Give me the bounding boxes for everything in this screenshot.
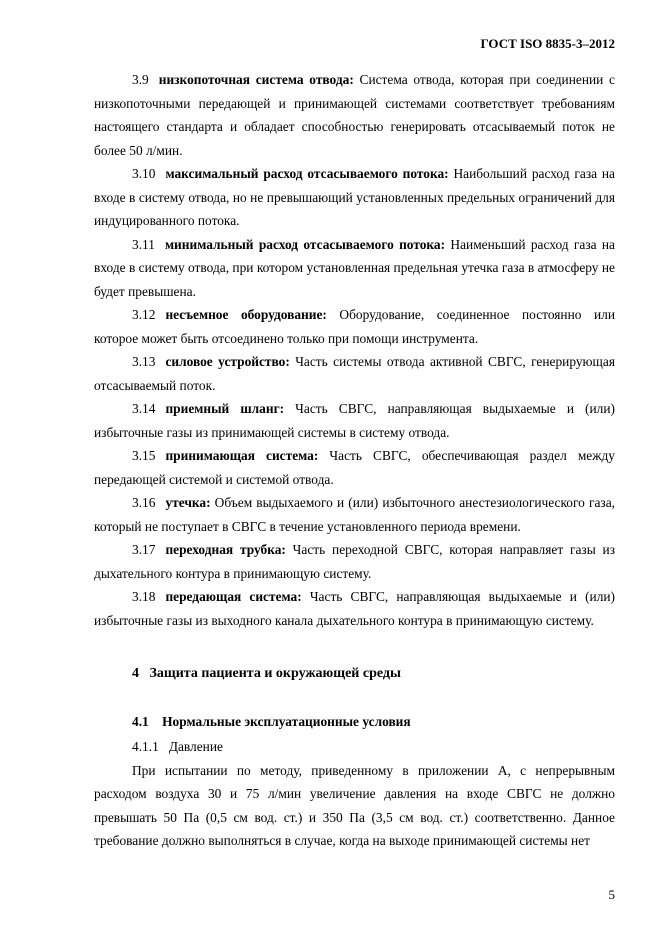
definition-3-18 bbox=[94, 585, 615, 632]
definition-3-12 bbox=[94, 303, 615, 350]
definition-number: 3.10 bbox=[132, 166, 156, 181]
definition-term: силовое устройство: bbox=[165, 354, 290, 369]
definition-term: принимающая система: bbox=[165, 448, 319, 463]
definition-number: 3.11 bbox=[132, 236, 155, 252]
section-heading bbox=[94, 662, 615, 686]
definition-text: Наибольший расход газа на входе в систему отвода, но не превышающий установленных предельных ограничений для индуцированного потока. bbox=[94, 166, 615, 228]
subsection-title: Нормальные эксплуатационные условия bbox=[162, 713, 411, 729]
section-title: Защита пациента и окружающей среды bbox=[149, 666, 401, 681]
definition-text: Часть системы отвода активной СВГС, генерирующая отсасываемый поток. bbox=[94, 354, 615, 393]
definition-term: утечка: bbox=[165, 495, 211, 510]
section-number: 4 bbox=[132, 666, 139, 681]
definition-text: Часть переходной СВГС, которая направляет газы из дыхательного контура в принимающую систему. bbox=[94, 542, 615, 581]
definition-term: передающая система: bbox=[165, 589, 302, 604]
definition-number: 3.18 bbox=[132, 589, 156, 604]
definition-3-17 bbox=[94, 538, 615, 585]
subsection-number: 4.1 bbox=[132, 713, 149, 729]
definition-text: Часть СВГС, направляющая выдыхаемые и (или) избыточные газы из выходного канала дыхательного контура в принимающую систему. bbox=[94, 589, 616, 628]
subsubsection-number: 4.1.1 bbox=[132, 739, 159, 754]
definition-number: 3.16 bbox=[132, 495, 156, 510]
definition-3-11 bbox=[94, 233, 615, 304]
definition-number: 3.9 bbox=[132, 72, 149, 87]
definition-text: Система отвода, которая при соединении с низкопоточными передающей и принимающей системами соответствует требованиям настоящего стандарта и обладает способностью генерировать отсасываемый поток не более 50 л/мин. bbox=[94, 72, 615, 158]
subsubsection-title: Давление bbox=[168, 739, 223, 754]
definition-term: несъемное оборудование: bbox=[165, 307, 327, 322]
definition-number: 3.14 bbox=[132, 401, 156, 416]
subsubsection-heading bbox=[94, 735, 615, 759]
definition-3-13 bbox=[94, 350, 615, 397]
definition-term: максимальный расход отсасываемого потока: bbox=[165, 166, 449, 181]
document-code: ГОСТ ISO 8835-3–2012 bbox=[480, 36, 615, 51]
definition-number: 3.12 bbox=[132, 307, 156, 322]
definition-text: Наименьший расход газа на входе в систему отвода, при котором установленная предельная утечка газа в атмосферу не будет превышена. bbox=[94, 236, 615, 299]
page-number: 5 bbox=[608, 887, 615, 902]
definition-3-9 bbox=[94, 68, 615, 162]
definition-number: 3.15 bbox=[132, 448, 156, 463]
body-paragraph: При испытании по методу, приведенному в приложении А, с непрерывным расходом воздуха 30 и 75 л/мин увеличение давления на входе СВГС не должно превышать 50 Па (0,5 см вод. ст.) и 350 Па (3,5 см вод. ст.) соответственно. Данное требование должно выполняться в случае, когда на выходе принимающей системы нет bbox=[94, 762, 615, 848]
page-content bbox=[94, 68, 615, 853]
definition-term: низкопоточная система отвода: bbox=[158, 72, 354, 87]
definition-3-15 bbox=[94, 444, 615, 491]
definition-text: Часть СВГС, направляющая выдыхаемые и (или) избыточные газы из принимающей системы в систему отвода. bbox=[94, 401, 615, 440]
definition-3-10 bbox=[94, 162, 615, 233]
definition-number: 3.13 bbox=[132, 354, 156, 369]
subsection-heading bbox=[94, 710, 615, 734]
definition-text: Часть СВГС, обеспечивающая раздел между передающей системой и системой отвода. bbox=[94, 448, 616, 487]
definition-text: Оборудование, соединенное постоянно или которое может быть отсоединено только при помощи инструмента. bbox=[94, 307, 615, 346]
definition-number: 3.17 bbox=[132, 542, 156, 557]
definition-text: Объем выдыхаемого и (или) избыточного анестезиологического газа, который не поступает в СВГС в течение установленного периода времени. bbox=[94, 495, 615, 534]
definition-3-16 bbox=[94, 491, 615, 538]
definition-term: приемный шланг: bbox=[165, 401, 285, 416]
definition-term: минимальный расход отсасываемого потока: bbox=[164, 236, 446, 252]
definition-3-14 bbox=[94, 397, 615, 444]
definition-term: переходная трубка: bbox=[165, 542, 286, 557]
